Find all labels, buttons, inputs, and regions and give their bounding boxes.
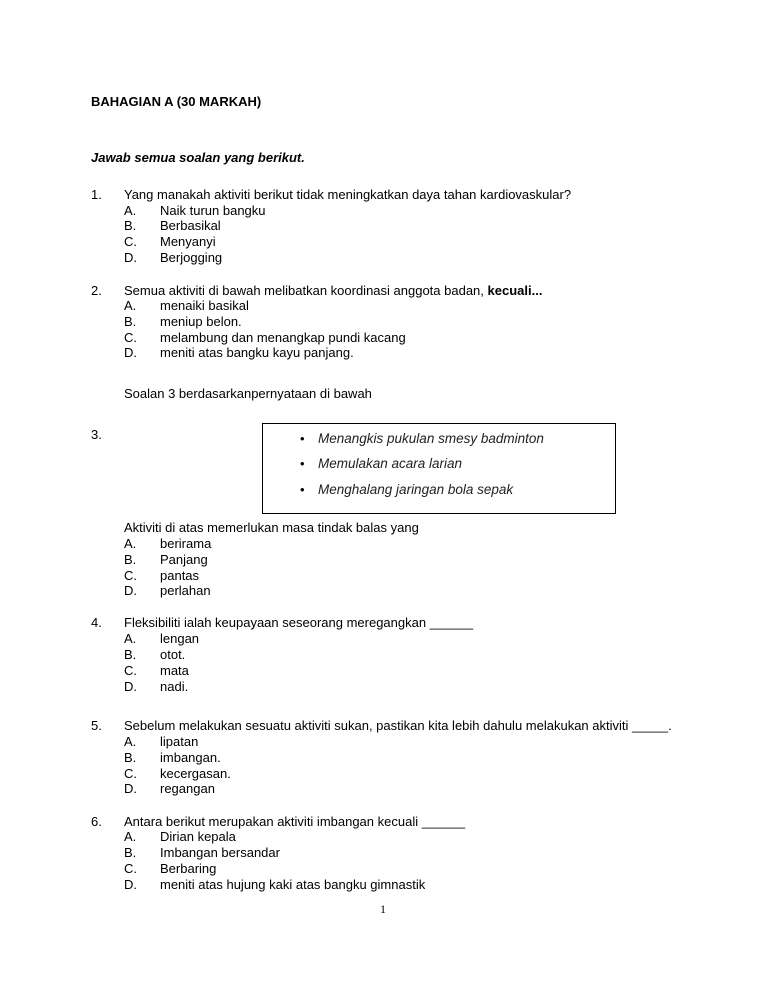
question-text: Yang manakah aktiviti berikut tidak meningkatkan daya tahan kardiovaskular?	[124, 187, 572, 202]
bullet-icon: •	[300, 431, 305, 446]
question-text: Semua aktiviti di bawah melibatkan koordinasi anggota badan, kecuali...	[124, 283, 543, 298]
option-letter: D.	[124, 679, 137, 694]
option-text: Berbasikal	[160, 218, 221, 233]
option-letter: C.	[124, 330, 137, 345]
option-text: nadi.	[160, 679, 189, 694]
page-number: 1	[380, 902, 386, 916]
option-letter: B.	[124, 845, 137, 860]
question-number: 4.	[91, 615, 102, 630]
option-letter: D.	[124, 781, 137, 796]
option-letter: C.	[124, 234, 137, 249]
question-text-emphasis: kecuali...	[487, 283, 543, 298]
option-text: Berbaring	[160, 861, 217, 876]
option-letter: C.	[124, 663, 137, 678]
option-letter: B.	[124, 314, 137, 329]
question-number: 3.	[91, 427, 102, 442]
option-text: Panjang	[160, 552, 208, 567]
instruction: Jawab semua soalan yang berikut.	[91, 150, 305, 165]
statement-item: Memulakan acara larian	[318, 456, 463, 471]
option-text: imbangan.	[160, 750, 221, 765]
question-number: 6.	[91, 814, 102, 829]
option-text: meniti atas bangku kayu panjang.	[160, 345, 354, 360]
statement-item: Menangkis pukulan smesy badminton	[318, 431, 544, 446]
question-text: Fleksibiliti ialah keupayaan seseorang meregangkan ______	[124, 615, 474, 630]
option-letter: D.	[124, 877, 137, 892]
question-text: Sebelum melakukan sesuatu aktiviti sukan, pastikan kita lebih dahulu melakukan aktiviti _____.	[124, 718, 672, 733]
option-letter: B.	[124, 750, 137, 765]
option-letter: D.	[124, 345, 137, 360]
option-letter: C.	[124, 861, 137, 876]
question-number: 1.	[91, 187, 102, 202]
option-text: Dirian kepala	[160, 829, 236, 844]
question-text: Antara berikut merupakan aktiviti imbangan kecuali ______	[124, 814, 466, 829]
option-letter: B.	[124, 218, 137, 233]
bullet-icon: •	[300, 456, 305, 471]
question-intro: Soalan 3 berdasarkanpernyataan di bawah	[124, 386, 372, 401]
option-letter: D.	[124, 250, 137, 265]
question-number: 5.	[91, 718, 102, 733]
option-text: pantas	[160, 568, 200, 583]
option-text: Imbangan bersandar	[160, 845, 280, 860]
option-text: Berjogging	[160, 250, 223, 265]
option-text: regangan	[160, 781, 215, 796]
option-text: Naik turun bangku	[160, 203, 266, 218]
option-letter: A.	[124, 734, 137, 749]
option-letter: C.	[124, 568, 137, 583]
option-letter: B.	[124, 647, 137, 662]
section-title: BAHAGIAN A (30 MARKAH)	[91, 94, 262, 109]
option-letter: A.	[124, 298, 137, 313]
option-text: melambung dan menangkap pundi kacang	[160, 330, 406, 345]
question-text: Aktiviti di atas memerlukan masa tindak balas yang	[124, 520, 419, 535]
option-text: meniup belon.	[160, 314, 242, 329]
option-letter: A.	[124, 203, 137, 218]
statement-item: Menghalang jaringan bola sepak	[318, 482, 514, 497]
option-text: Menyanyi	[160, 234, 216, 249]
question-number: 2.	[91, 283, 102, 298]
option-text: meniti atas hujung kaki atas bangku gimnastik	[160, 877, 426, 892]
option-letter: D.	[124, 583, 137, 598]
option-letter: A.	[124, 536, 137, 551]
option-text: perlahan	[160, 583, 211, 598]
option-letter: A.	[124, 829, 137, 844]
option-letter: C.	[124, 766, 137, 781]
option-text: lipatan	[160, 734, 199, 749]
option-letter: B.	[124, 552, 137, 567]
option-text: lengan	[160, 631, 200, 646]
option-text: kecergasan.	[160, 766, 231, 781]
option-letter: A.	[124, 631, 137, 646]
option-text: mata	[160, 663, 189, 678]
option-text: menaiki basikal	[160, 298, 249, 313]
option-text: berirama	[160, 536, 212, 551]
option-text: otot.	[160, 647, 186, 662]
bullet-icon: •	[300, 482, 305, 497]
